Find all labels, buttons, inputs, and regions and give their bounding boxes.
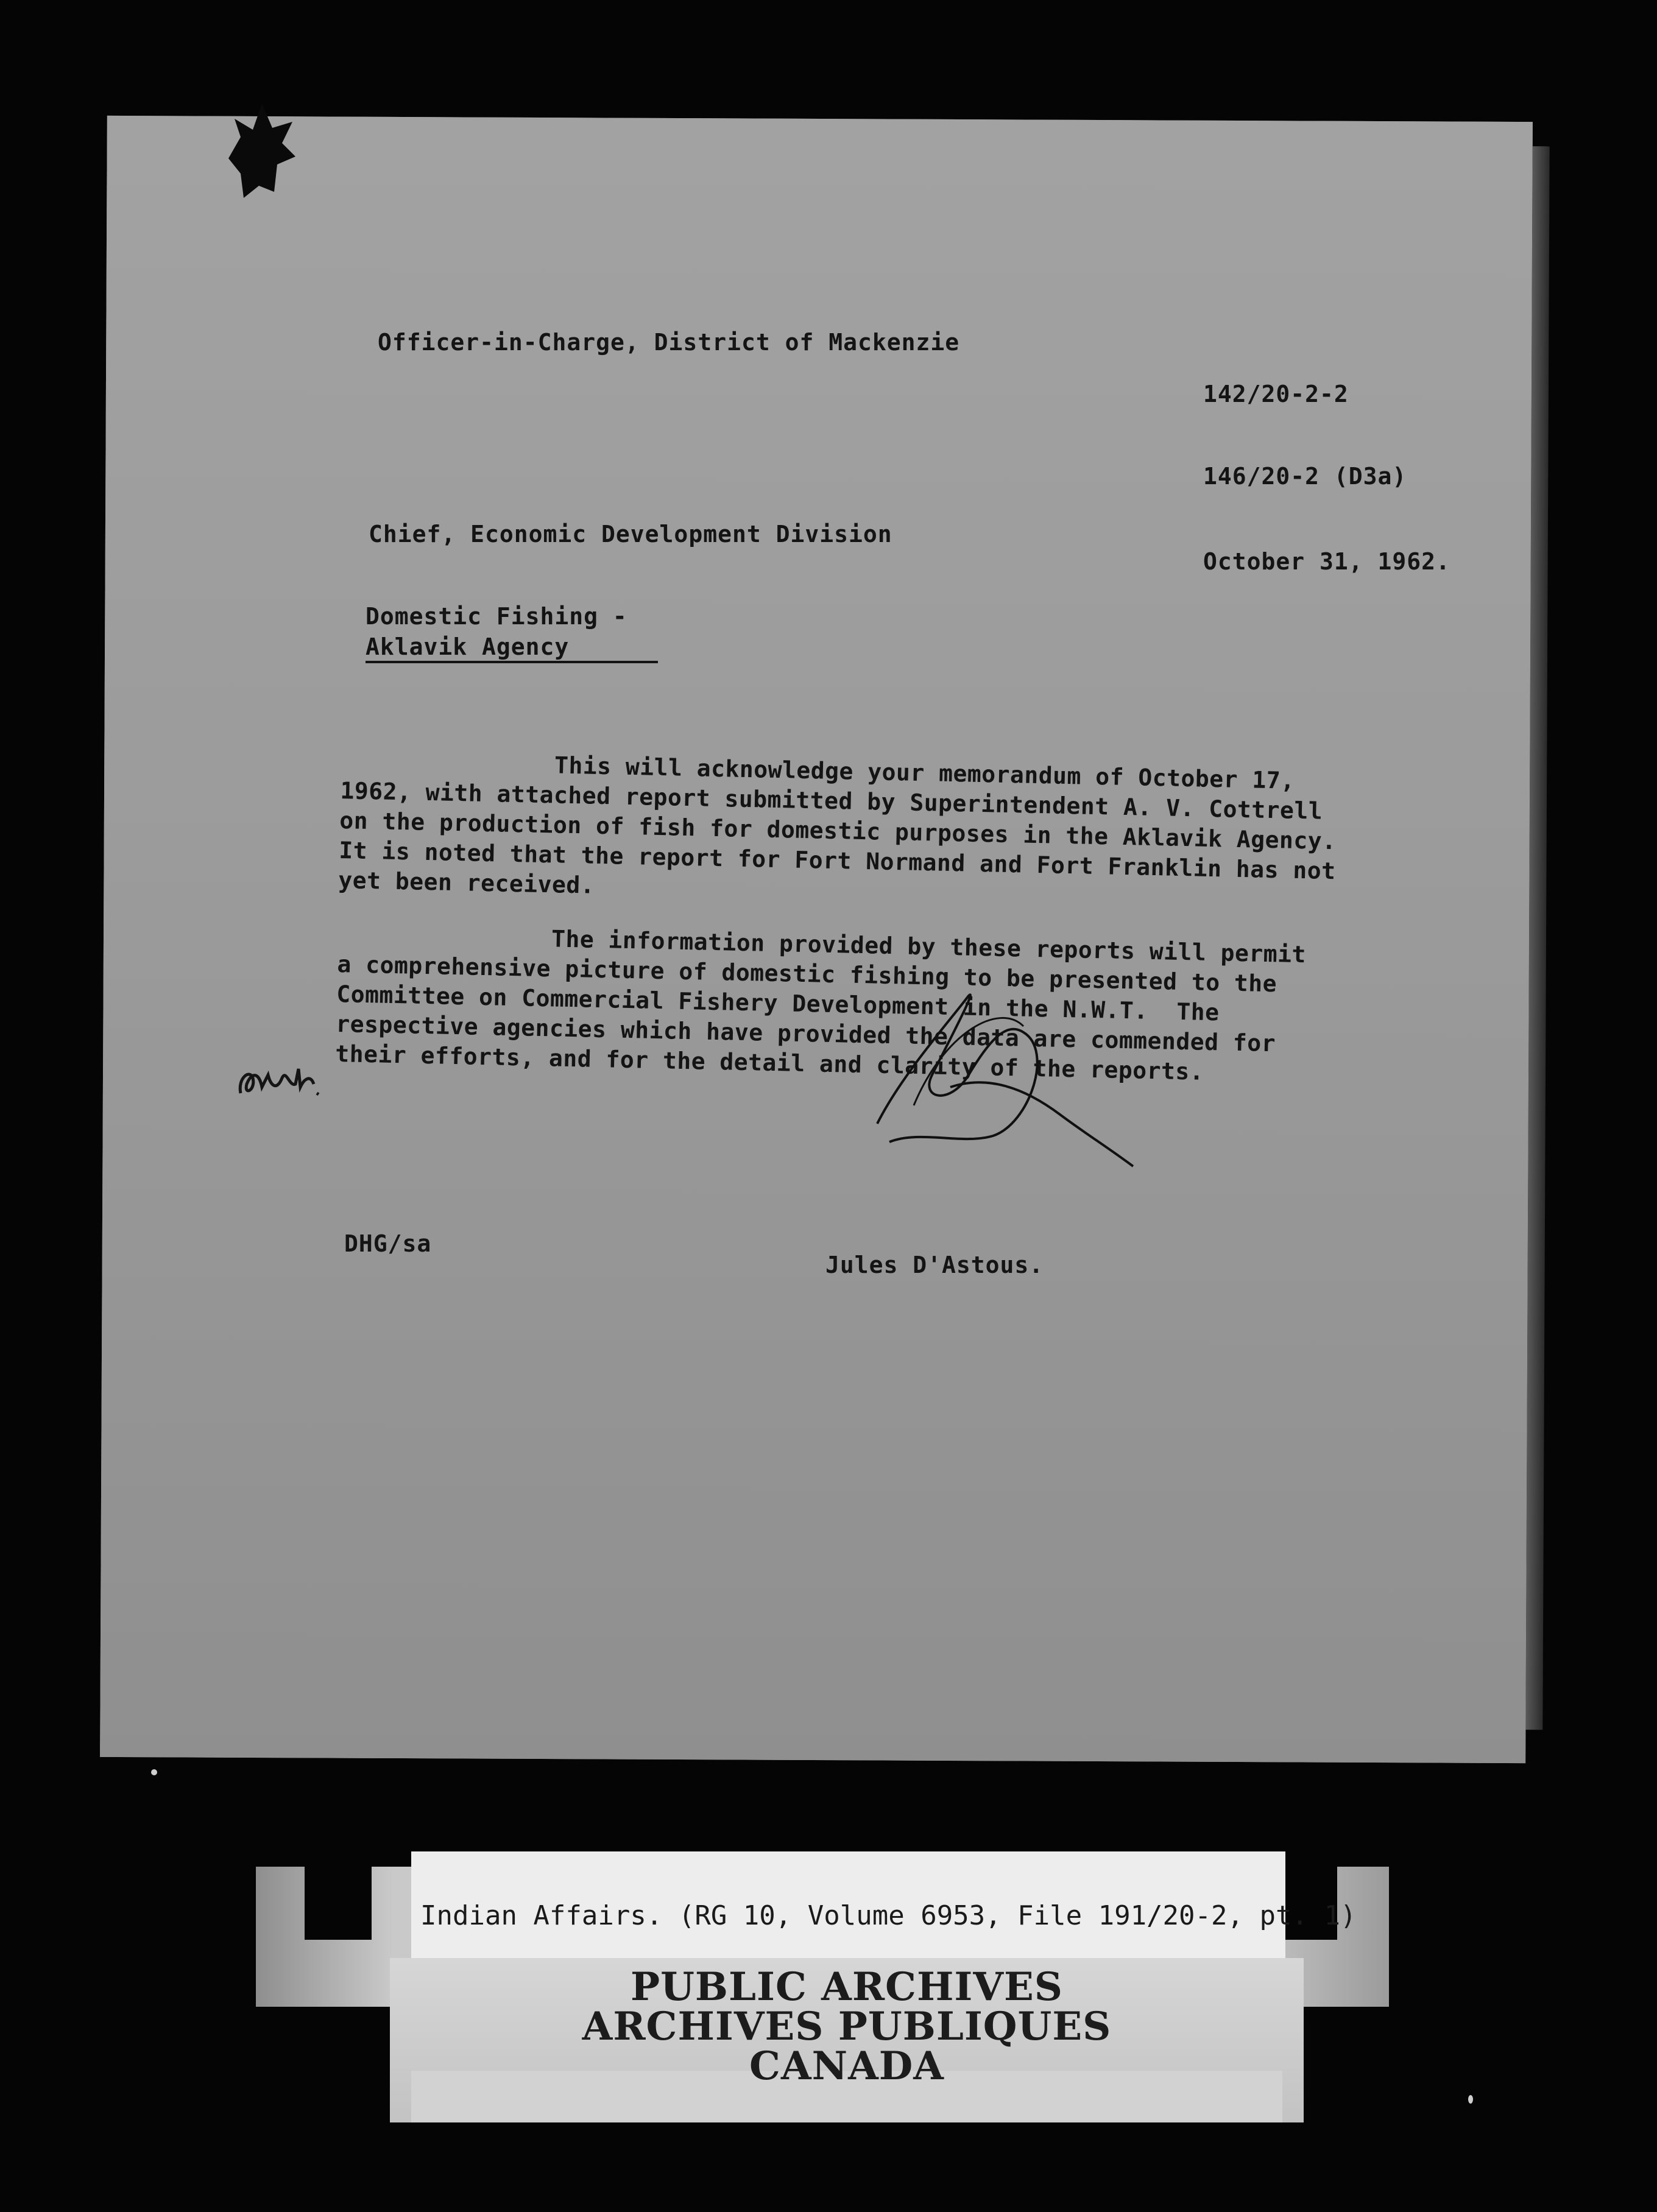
subject-line-1: Domestic Fishing - bbox=[366, 603, 627, 630]
signer-name: Jules D'Astous. bbox=[825, 1252, 1044, 1278]
recipient-line: Officer-in-Charge, District of Mackenzie bbox=[378, 329, 960, 356]
subject-line-2: Aklavik Agency bbox=[366, 633, 570, 660]
sender-line: Chief, Economic Development Division bbox=[369, 521, 892, 548]
dust-speck bbox=[151, 1769, 157, 1775]
file-reference-1: 142/20-2-2 bbox=[1203, 381, 1349, 407]
letter-date: October 31, 1962. bbox=[1203, 548, 1450, 575]
stamp-line-1: PUBLIC ARCHIVES bbox=[630, 1964, 1064, 2010]
typist-initials: DHG/sa bbox=[344, 1230, 432, 1257]
dust-speck bbox=[1468, 2095, 1473, 2104]
stamp-line-2: ARCHIVES PUBLIQUES bbox=[582, 2004, 1112, 2049]
body-paragraph-1: This will acknowledge your memorandum of October 17, 1962, with attached report submitted by Superintendent A. V. Cottrell on the production of fish for domestic purposes in the Aklavik Agency. It is noted that the report for Fort Normand and Fort Franklin has not yet been received. bbox=[337, 747, 1337, 899]
handwritten-initials bbox=[235, 1060, 326, 1108]
handwritten-signature bbox=[768, 984, 1145, 1178]
archive-reference: Indian Affairs. (RG 10, Volume 6953, File 191/20-2, pt. 1) bbox=[420, 1900, 1357, 1931]
page-edge-shadow bbox=[1525, 146, 1549, 1730]
letterhead-emblem-icon bbox=[216, 100, 308, 204]
file-reference-2: 146/20-2 (D3a) bbox=[1203, 463, 1407, 490]
subject-underline bbox=[366, 661, 658, 663]
body-paragraph-2: The information provided by these reports will permit a comprehensive picture of domestic fishing to be presented to the Committee on Commercial Fishery Development in the N.W.T. The respective agencies which have provided the data are commended for their efforts, and for the detail and clarity of the reports. bbox=[334, 920, 1307, 1085]
label-notch-left bbox=[305, 1867, 372, 1940]
stamp-line-3: CANADA bbox=[749, 2043, 944, 2089]
